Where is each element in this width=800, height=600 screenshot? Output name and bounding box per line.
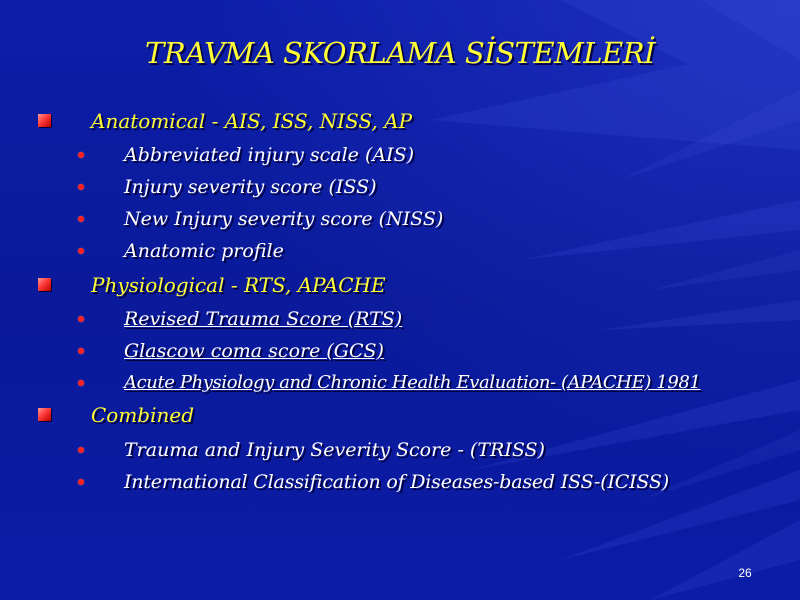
list-item: New Injury severity score (NISS) <box>124 208 444 230</box>
list-item: International Classification of Diseases-based ISS-(ICISS) <box>124 471 669 493</box>
square-bullet-icon <box>38 408 51 421</box>
list-item: Anatomic profile <box>124 240 284 262</box>
dot-bullet-icon <box>78 447 84 453</box>
dot-bullet-icon <box>78 348 84 354</box>
dot-bullet-icon <box>78 184 84 190</box>
dot-bullet-icon <box>78 380 84 386</box>
list-item: Injury severity score (ISS) <box>124 176 377 198</box>
page-number: 26 <box>738 566 752 580</box>
dot-bullet-icon <box>78 152 84 158</box>
list-item-link[interactable]: Revised Trauma Score (RTS) <box>124 308 403 330</box>
dot-bullet-icon <box>78 479 84 485</box>
section-label-physiological: Physiological - RTS, APACHE <box>91 273 386 297</box>
dot-bullet-icon <box>78 316 84 322</box>
square-bullet-icon <box>38 114 51 127</box>
slide-title: TRAVMA SKORLAMA SİSTEMLERİ <box>144 36 655 70</box>
list-item: Abbreviated injury scale (AIS) <box>124 144 415 166</box>
dot-bullet-icon <box>78 216 84 222</box>
list-item-link[interactable]: Glascow coma score (GCS) <box>124 340 384 362</box>
dot-bullet-icon <box>78 248 84 254</box>
section-label-combined: Combined <box>91 403 195 427</box>
square-bullet-icon <box>38 278 51 291</box>
list-item-link[interactable]: Acute Physiology and Chronic Health Evaluation- (APACHE) 1981 <box>124 372 701 393</box>
list-item: Trauma and Injury Severity Score - (TRISS) <box>124 439 545 461</box>
section-label-anatomical: Anatomical - AIS, ISS, NISS, AP <box>91 109 413 133</box>
